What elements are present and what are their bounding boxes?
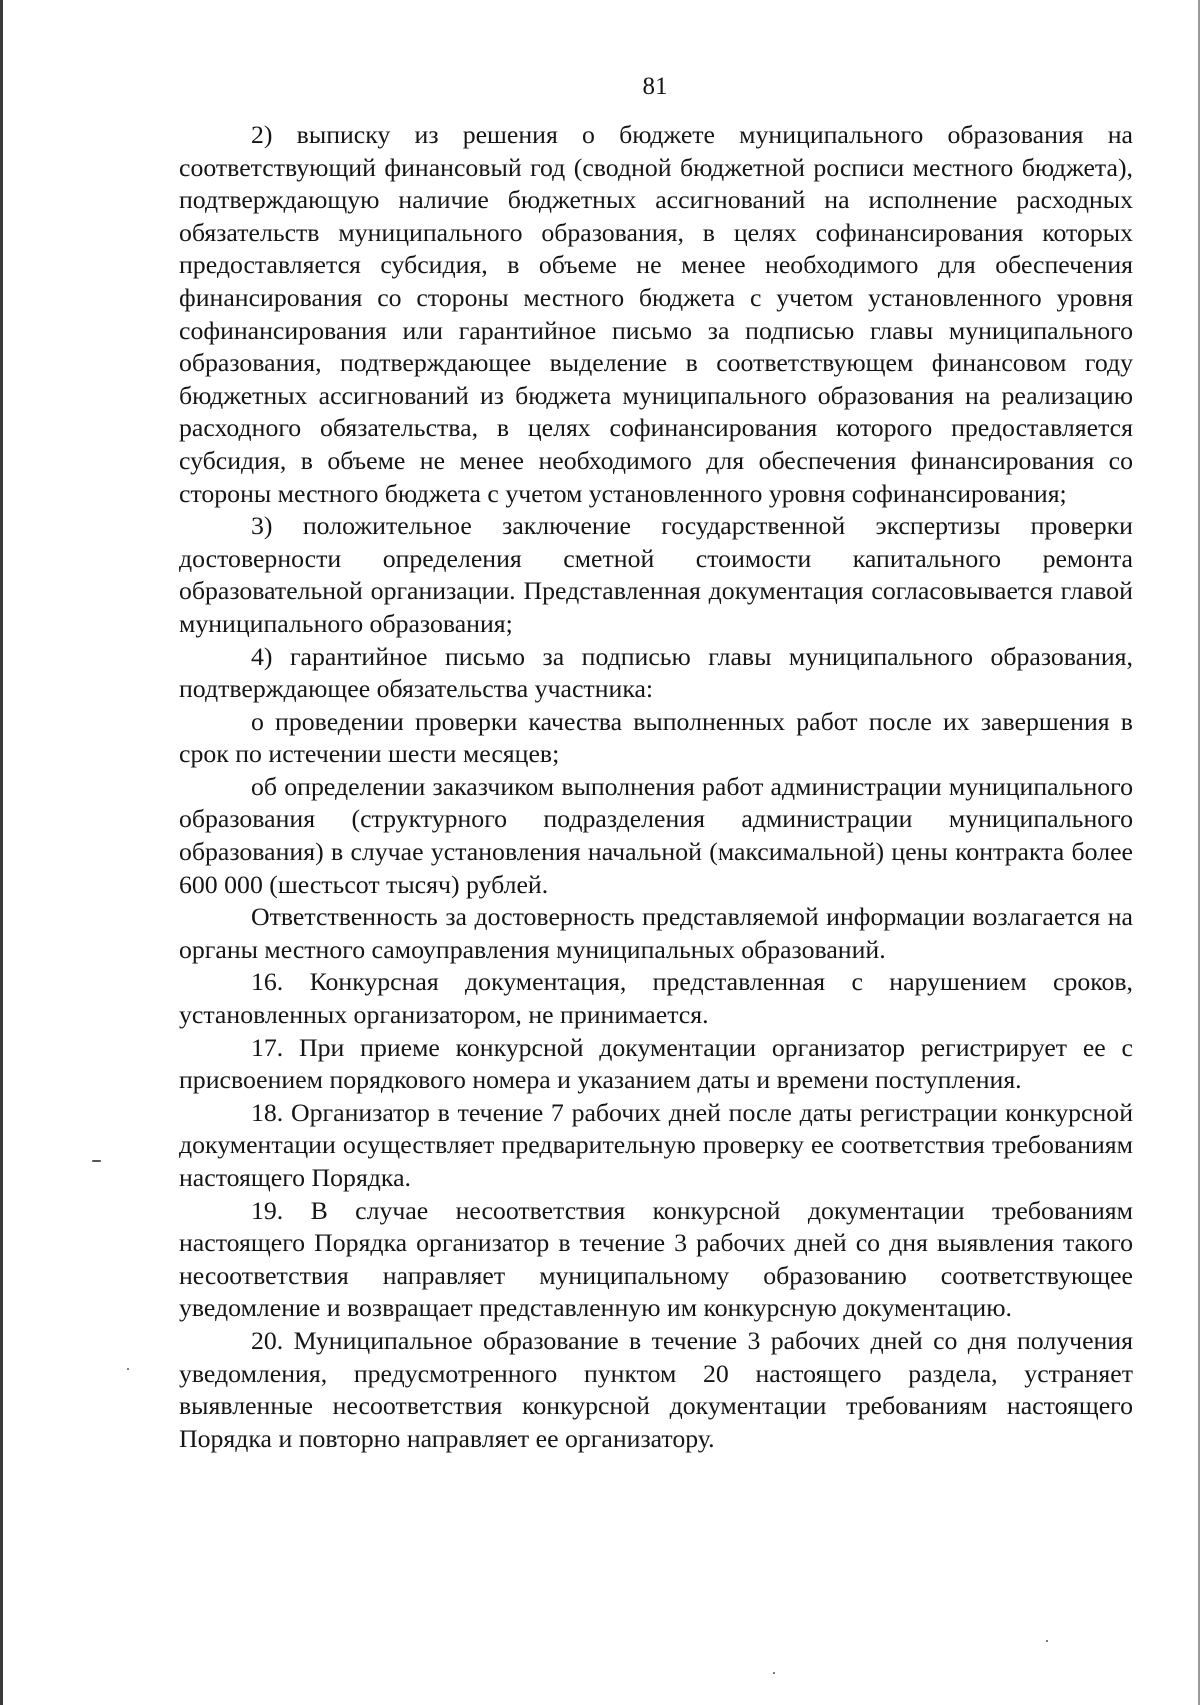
scan-speck: [1046, 1640, 1048, 1642]
paragraph-item-4: 4) гарантийное письмо за подписью главы муниципального образования, подтверждающее обязательства участника:: [179, 641, 1133, 704]
paragraph-obligation-quality-check: о проведении проверки качества выполненных работ после их завершения в срок по истечении шести месяцев;: [179, 706, 1133, 769]
paragraph-responsibility: Ответственность за достоверность представляемой информации возлагается на органы местного самоуправления муниципальных образований.: [179, 902, 1133, 964]
document-body: [179, 119, 1133, 1455]
paragraph-19: 19. В случае несоответствия конкурсной документации требованиям настоящего Порядка организатор в течение 3 рабочих дней со дня выявления такого несоответствия направляет муниципальному образованию соответствующее уведомление и возвращает представленную им конкурсную документацию.: [179, 1195, 1133, 1323]
paragraph-obligation-customer: об определении заказчиком выполнения работ администрации муниципального образования (структурного подразделения администрации муниципального образования) в случае установления начальной (максимальной) цены контракта более 600 000 (шестьсот тысяч) рублей.: [179, 771, 1133, 899]
paragraph-17: 17. При приеме конкурсной документации организатор регистрирует ее с присвоением порядкового номера и указанием даты и времени поступления.: [179, 1032, 1133, 1095]
scan-left-edge: [0, 0, 3, 1705]
scan-speck: [773, 1672, 775, 1674]
scan-speck: [92, 1160, 101, 1162]
paragraph-18: 18. Организатор в течение 7 рабочих дней после даты регистрации конкурсной документации осуществляет предварительную проверку ее соответствия требованиям настоящего Порядка.: [179, 1097, 1133, 1192]
page-number: 81: [642, 73, 668, 100]
paragraph-16: 16. Конкурсная документация, представленная с нарушением сроков, установленных организатором, не принимается.: [179, 967, 1133, 1030]
paragraph-20: 20. Муниципальное образование в течение 3 рабочих дней со дня получения уведомления, предусмотренного пунктом 20 настоящего раздела, устраняет выявленные несоответствия конкурсной документации требованиям настоящего Порядка и повторно направляет ее организатору.: [179, 1325, 1133, 1453]
paragraph-item-3: 3) положительное заключение государственной экспертизы проверки достоверности определения сметной стоимости капитального ремонта образовательной организации. Представленная документация согласовывается главой муниципального образования;: [179, 511, 1133, 638]
paragraph-item-2: 2) выписку из решения о бюджете муниципального образования на соответствующий финансовый год (сводной бюджетной росписи местного бюджета), подтверждающую наличие бюджетных ассигнований на исполнение расходных обязательств муниципального образования, в целях софинансирования которых предоставляется субсидия, в объеме не менее необходимого для обеспечения финансирования со стороны местного бюджета с учетом установленного уровня софинансирования или гарантийное письмо за подписью главы муниципального образования, подтверждающее выделение в соответствующем финансовом году бюджетных ассигнований из бюджета муниципального образования на реализацию расходного обязательства, в целях софинансирования которого предоставляется субсидия, в объеме не менее необходимого для обеспечения финансирования со стороны местного бюджета с учетом установленного уровня софинансирования;: [179, 120, 1133, 508]
scan-speck: [127, 1368, 129, 1370]
